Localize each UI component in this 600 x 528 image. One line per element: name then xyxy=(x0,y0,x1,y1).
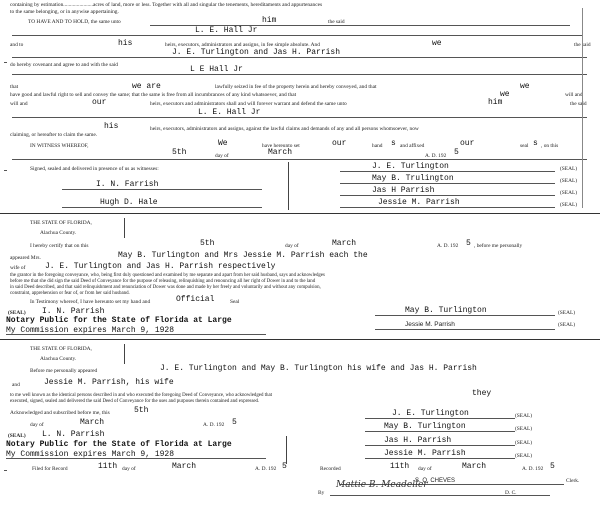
covenant-seized: lawfully seized in fee of the property herein and hereby conveyed, and that xyxy=(215,84,377,90)
seal-label: (SEAL) xyxy=(558,322,576,328)
record-by: By xyxy=(318,490,325,496)
ack1-wife-of: wife of xyxy=(10,265,26,271)
ack1-ad: A. D. 192 xyxy=(437,243,459,249)
ack1-body-4: constraint, apprehension or fear of, or from her said husband. xyxy=(10,291,130,296)
ack1-seal-mark: (SEAL) xyxy=(8,310,26,316)
ack1-husbands: J. E. Turlington and Jas H. Parrish respectively xyxy=(45,262,276,271)
ack1-day: 5th xyxy=(200,239,215,248)
record-month: March xyxy=(172,462,197,471)
witness-intro: IN WITNESS WHEREOF, xyxy=(30,143,89,149)
covenant-heirs-line: heirs, executors and administrators shall and will forever warrant and defend the same unto xyxy=(150,101,347,107)
covenant-the-said-3: the said xyxy=(570,101,587,107)
habendum-his: his xyxy=(118,39,133,48)
ack2-signer-2: May B. Turlington xyxy=(384,422,466,431)
margin-mark xyxy=(4,470,7,471)
witness-our: our xyxy=(332,139,347,148)
record-ad: A. D. 192 xyxy=(255,466,277,472)
ack2-day-of: day of xyxy=(30,422,44,428)
covenant-we-2: we xyxy=(520,82,530,91)
witness-day-of: day of xyxy=(215,153,229,159)
seal-label: (SEAL) xyxy=(515,426,533,432)
ack1-notary-title: Notary Public for the State of Florida at Large xyxy=(6,316,232,325)
witness-seal: seal xyxy=(520,143,529,149)
header-line-1: containing by estimation......................acres of land, more or less. Together with all and singular the tenements, hereditaments and appurtenances xyxy=(10,2,323,8)
ack1-signer-1: May B. Turlington xyxy=(405,306,487,315)
ack1-day-of: day of xyxy=(285,243,299,249)
covenant-his: his xyxy=(104,122,119,131)
record-dc: D. C. xyxy=(505,490,517,496)
ack1-signer-2: Jessie M. Parrish xyxy=(405,321,455,328)
covenant-we-3: we xyxy=(500,90,510,99)
record-clerk: Clerk. xyxy=(566,478,580,484)
margin-mark xyxy=(4,62,7,63)
witness-our-2: our xyxy=(460,139,475,148)
ack2-notary-title: Notary Public for the State of Florida at Large xyxy=(6,440,232,449)
habendum-the-said: the said xyxy=(328,19,345,25)
ack1-body-2: before me that she did sign the said Deed of Conveyance for the purpose of releasing, relinquishing and renouncing all her right of Dower in and to the land xyxy=(10,279,316,284)
record-day-of-2: day of xyxy=(418,466,432,472)
covenant-line-2: have good and lawful right to sell and convey the same; that the same is free from all incumbrances of any kind whatsoever, and that xyxy=(10,92,297,98)
witness-year: 5 xyxy=(454,148,459,157)
covenant-claiming: claiming, or hereafter to claim the same. xyxy=(10,132,98,138)
habendum-name: L. E. Hall Jr xyxy=(195,26,258,35)
clerk-signature: Mattie B. Meadeller xyxy=(336,480,428,490)
ack1-before: , before me personally xyxy=(474,243,523,249)
ack2-signer-3: Jas H. Parrish xyxy=(384,436,452,445)
ack2-commission: My Commission expires March 9, 1928 xyxy=(6,450,175,459)
covenant-heirs-2: heirs, executors, administrators and assigns, against the lawful claims and demands of any and all persons whomsoever, now xyxy=(150,126,419,132)
habendum-grantee: him xyxy=(262,16,277,25)
habendum-heirs: heirs, executors, administrators and assigns, in fee simple absolute. And xyxy=(165,42,320,48)
witness-signer-3: Jas H Parrish xyxy=(372,186,435,195)
covenant-that: that xyxy=(10,84,19,90)
witness-signer-4: Jessie M. Parrish xyxy=(378,198,460,207)
witness-signer-1: J. E. Turlington xyxy=(372,162,449,171)
ack1-official: Official xyxy=(176,295,215,304)
ack2-day: 5th xyxy=(134,406,149,415)
witness-have-set: have hereunto set xyxy=(262,143,300,149)
witness-on-this: , on this xyxy=(541,143,559,149)
ack1-appeared: appeared Mrs. xyxy=(10,255,41,261)
habendum-we: we xyxy=(432,39,442,48)
seal-label: (SEAL) xyxy=(560,190,578,196)
ack2-signer-1: J. E. Turlington xyxy=(392,409,469,418)
ack2-notary: L. N. Parrish xyxy=(42,430,105,439)
witness-s: s xyxy=(391,139,396,148)
habendum-grantors: J. E. Turlington and Jas H. Parrish xyxy=(172,48,341,57)
seal-label: (SEAL) xyxy=(560,178,578,184)
ack2-body-1: to me well known as the identical persons described in and who executed the foregoing Deed of Conveyance, who acknowledged that xyxy=(10,393,272,398)
ack1-body-3: in said Deed described, and that said relinquishment and renunciation of Dower was done and made by her freely and voluntarily and without any compulsion, xyxy=(10,285,321,290)
witness-name-2: Hugh D. Hale xyxy=(100,198,158,207)
header-line-2: to the same belonging, or in anywise appertaining. xyxy=(10,9,119,15)
ack2-names-2: Jessie M. Parrish, his wife xyxy=(44,378,174,387)
covenant-will-label: will and xyxy=(10,101,28,107)
covenant-name-2: L. E. Hall Jr xyxy=(198,108,261,117)
ack2-month: March xyxy=(80,418,105,427)
witness-s-2: s xyxy=(533,139,538,148)
witness-day: 5th xyxy=(172,148,187,157)
witness-signed: Signed, sealed and delivered in presence of us as witnesses: xyxy=(30,166,159,172)
witness-ad: A. D. 192 xyxy=(425,153,447,159)
ack2-ad: A. D. 192 xyxy=(203,422,225,428)
ack2-and: and xyxy=(12,382,20,388)
record-month-2: March xyxy=(462,462,487,471)
ack2-county: Alachua County. xyxy=(40,356,77,362)
witness-affixed: and affixed xyxy=(400,143,425,149)
ack1-certify: I hereby certify that on this xyxy=(30,243,89,249)
witness-hand: hand xyxy=(372,143,383,149)
covenant-we-are: we are xyxy=(132,82,161,91)
habendum-and-to: and to xyxy=(10,42,24,48)
record-filed-day: 11th xyxy=(98,462,118,471)
ack1-county: Alachua County. xyxy=(40,230,77,236)
ack2-year: 5 xyxy=(232,418,237,427)
ack2-body-2: executed, signed, sealed and delivered the said Deed of Conveyance for the uses and purposes therein contained and expressed. xyxy=(10,399,260,404)
covenant-will-and: will and xyxy=(565,92,583,98)
ack1-body-1: the grantor in the foregoing conveyance, who, being first duly questioned and examined by me separate and apart from her said husband, says and acknowledges xyxy=(10,273,325,278)
witness-month: March xyxy=(268,148,293,157)
ack1-month: March xyxy=(332,239,357,248)
record-clerk-name: S. O. CHEVES xyxy=(415,478,456,484)
covenant-label: do hereby covenant and agree to and with the said xyxy=(10,62,118,68)
ack1-state: THE STATE OF FLORIDA, xyxy=(30,220,92,226)
ack1-year: 5 xyxy=(466,239,471,248)
ack1-names: May B. Turlington and Mrs Jessie M. Parrish each the xyxy=(118,251,368,260)
seal-label: (SEAL) xyxy=(560,202,578,208)
ack2-before: Before me personally appeared xyxy=(30,368,98,374)
ack2-subscribed: Acknowledged and subscribed before me, this xyxy=(10,410,110,416)
record-year: 5 xyxy=(282,462,287,471)
covenant-our: our xyxy=(92,98,107,107)
ack1-commission: My Commission expires March 9, 1928 xyxy=(6,326,175,335)
ack1-notary: I. N. Parrish xyxy=(42,307,105,316)
seal-label: (SEAL) xyxy=(515,413,533,419)
covenant-name: L E Hall Jr xyxy=(190,65,243,74)
habendum-the-said-2: the said xyxy=(574,42,591,48)
ack2-signer-4: Jessie M. Parrish xyxy=(384,449,466,458)
seal-label: (SEAL) xyxy=(558,310,576,316)
record-rec-day: 11th xyxy=(390,462,410,471)
ack2-names: J. E. Turlington and May B. Turlington his wife and Jas H. Parrish xyxy=(160,364,477,373)
habendum-label: TO HAVE AND TO HOLD, the same unto xyxy=(28,19,121,25)
record-year-2: 5 xyxy=(550,462,555,471)
record-day-of: day of xyxy=(122,466,136,472)
ack1-testimony: In Testimony whereof, I have hereunto set my hand and xyxy=(30,299,151,305)
witness-we: We xyxy=(218,139,228,148)
witness-signer-2: May B. Trulington xyxy=(372,174,454,183)
record-filed: Filed for Record xyxy=(32,466,68,472)
witness-name-1: I. N. Farrish xyxy=(96,180,159,189)
record-ad-2: A. D. 192 xyxy=(522,466,544,472)
ack2-they: they xyxy=(472,389,492,398)
seal-label: (SEAL) xyxy=(560,166,578,172)
record-recorded: Recorded xyxy=(320,466,341,472)
margin-mark xyxy=(4,170,7,171)
seal-label: (SEAL) xyxy=(515,440,533,446)
seal-label: (SEAL) xyxy=(515,453,533,459)
ack2-seal-mark: (SEAL) xyxy=(8,433,26,439)
ack1-seal-word: Seal xyxy=(230,299,240,305)
covenant-him: him xyxy=(488,98,503,107)
ack2-state: THE STATE OF FLORIDA, xyxy=(30,346,92,352)
